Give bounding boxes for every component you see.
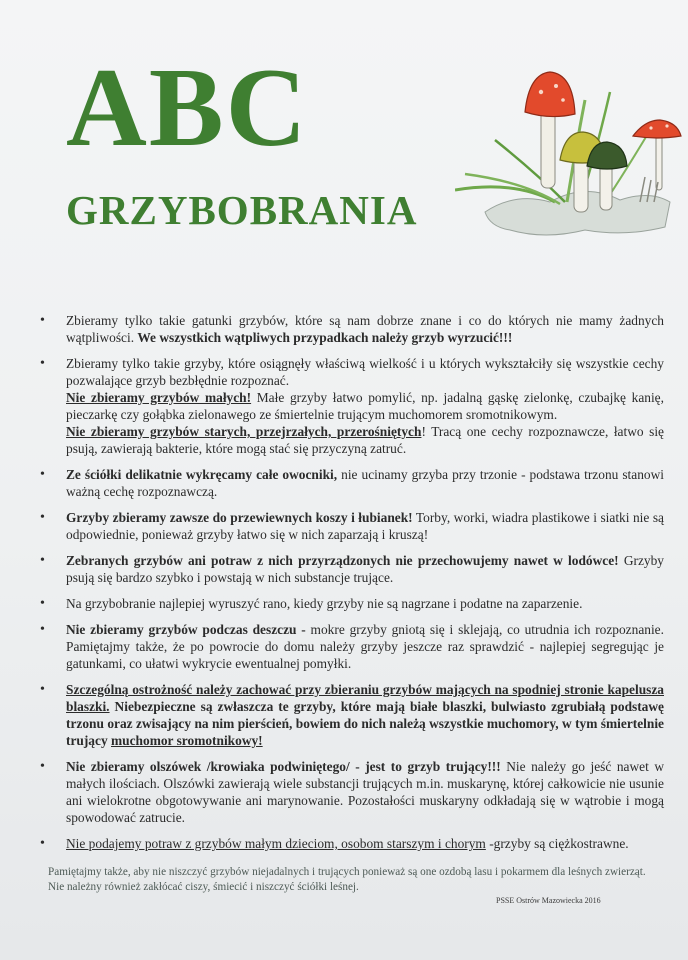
rule-item-3 xyxy=(40,466,664,500)
rule-item-9 xyxy=(40,758,664,826)
rule-emphasis: Zebranych grzybów ani potraw z nich przyrządzonych nie przechowujemy nawet w lodówce! xyxy=(66,553,619,568)
rule-text: nie ucinamy grzyba przy trzonie - podstawa trzonu stanowi ważną cechę rozpoznawczą. xyxy=(66,467,664,499)
rule-emphasis: Niebezpieczne są zwłaszcza te grzyby, które mają białe blaszki, bulwiasto zgrubiałą podstawę trzonu oraz zwisający na nim pierścień, bowiem do nich należą wszystkie muchomory, w tym śmiertelnie trujący xyxy=(66,699,664,748)
rule-item-5 xyxy=(40,552,664,586)
rule-text: Małe grzyby łatwo pomylić, np. jadalną gąskę zielonkę, czubajkę kanię, pieczarkę czy gołąbka zielonawego ze śmiertelnie trującym muchomorem sromotnikowym. xyxy=(66,390,664,422)
rule-text: ! Tracą one cechy rozpoznawcze, łatwo się psują, zawierają bakterie, które mogą stać się przyczyną zatruć. xyxy=(66,424,664,456)
poster-subtitle: GRZYBOBRANIA xyxy=(66,187,418,233)
rule-text: -grzyby są ciężkostrawne. xyxy=(485,836,629,851)
rule-emphasis: Nie zbieramy grzybów małych! xyxy=(66,390,252,405)
rule-text: Grzyby psują się bardzo szybko i powstają w nich substancje trujące. xyxy=(66,553,664,585)
mushrooms-illustration xyxy=(455,62,685,252)
rules-list xyxy=(40,312,664,861)
rule-emphasis: muchomor sromotnikowy! xyxy=(111,733,263,748)
rule-item-8 xyxy=(40,681,664,749)
rule-item-6 xyxy=(40,595,664,612)
rule-emphasis: Nie zbieramy grzybów starych, przejrzałych, przerośniętych xyxy=(66,424,422,439)
rule-item-7 xyxy=(40,621,664,672)
footer-note: Pamiętajmy także, aby nie niszczyć grzybów niejadalnych i trujących ponieważ są one ozdobą lasu i pokarmem dla leśnych zwierząt. Nie należny również zakłócać ciszy, śmiecić i niszczyć ściółki leśnej. xyxy=(48,866,646,893)
rule-emphasis: Nie zbieramy olszówek /krowiaka podwiniętego/ - jest to grzyb trujący!!! xyxy=(66,759,501,774)
rule-item-4 xyxy=(40,509,664,543)
rule-emphasis: Grzyby zbieramy zawsze do przewiewnych koszy i łubianek! xyxy=(66,510,413,525)
rule-emphasis: Nie zbieramy grzybów podczas deszczu - xyxy=(66,622,306,637)
rule-text: • Na grzybobranie najlepiej wyruszyć rano, kiedy grzyby nie są nagrzane i podatne na zaparzenie. xyxy=(66,596,583,611)
rule-text: • Zbieramy tylko takie grzyby, które osiągnęły właściwą wielkość i u których wykształciły się wszystkie cechy pozwalające grzyb bezbłędnie rozpoznać. xyxy=(66,356,664,388)
rule-emphasis: We wszystkich wątpliwych przypadkach należy grzyb wyrzucić!!! xyxy=(137,330,513,345)
rule-item-10 xyxy=(40,835,664,852)
rule-emphasis: Szczególną ostrożność należy zachować przy zbieraniu grzybów mających na spodniej stronie kapelusza blaszki. xyxy=(66,682,664,714)
rule-item-1 xyxy=(40,312,664,346)
signature: PSSE Ostrów Mazowiecka 2016 xyxy=(496,896,601,905)
rule-text: Zbieramy tylko takie gatunki grzybów, które są nam dobrze znane i co do których nie mamy żadnych wątpliwości. xyxy=(66,313,664,345)
rule-text: Nie należy go jeść nawet w małych ilościach. Olszówki zawierają wiele substancji trujących m.in. muskarynę, której całkowicie nie usunie ani wielokrotne obgotowywanie ani marynowanie. Pozostałości muskaryny odkładają się w wątrobie i mogą spowodować zatrucie. xyxy=(66,759,664,825)
rule-emphasis: Ze ściółki delikatnie wykręcamy całe owocniki, xyxy=(66,467,338,482)
rule-text: mokre grzyby gniotą się i sklejają, co utrudnia ich rozpoznanie. Pamiętajmy także, że po powrocie do domu należy grzyby jeszcze raz sprawdzić - najlepiej segregując je gatunkami, co ułatwi wykrycie ewentualnej pomyłki. xyxy=(66,622,664,671)
poster-title: ABC xyxy=(66,46,309,170)
rule-item-2 xyxy=(40,355,664,457)
rule-emphasis: Nie podajemy potraw z grzybów małym dzieciom, osobom starszym i chorym xyxy=(66,836,486,851)
rule-text: Torby, worki, wiadra plastikowe i siatki nie są odpowiednie, ponieważ grzyby łatwo się w nich zaparzają i kruszą! xyxy=(66,510,664,542)
